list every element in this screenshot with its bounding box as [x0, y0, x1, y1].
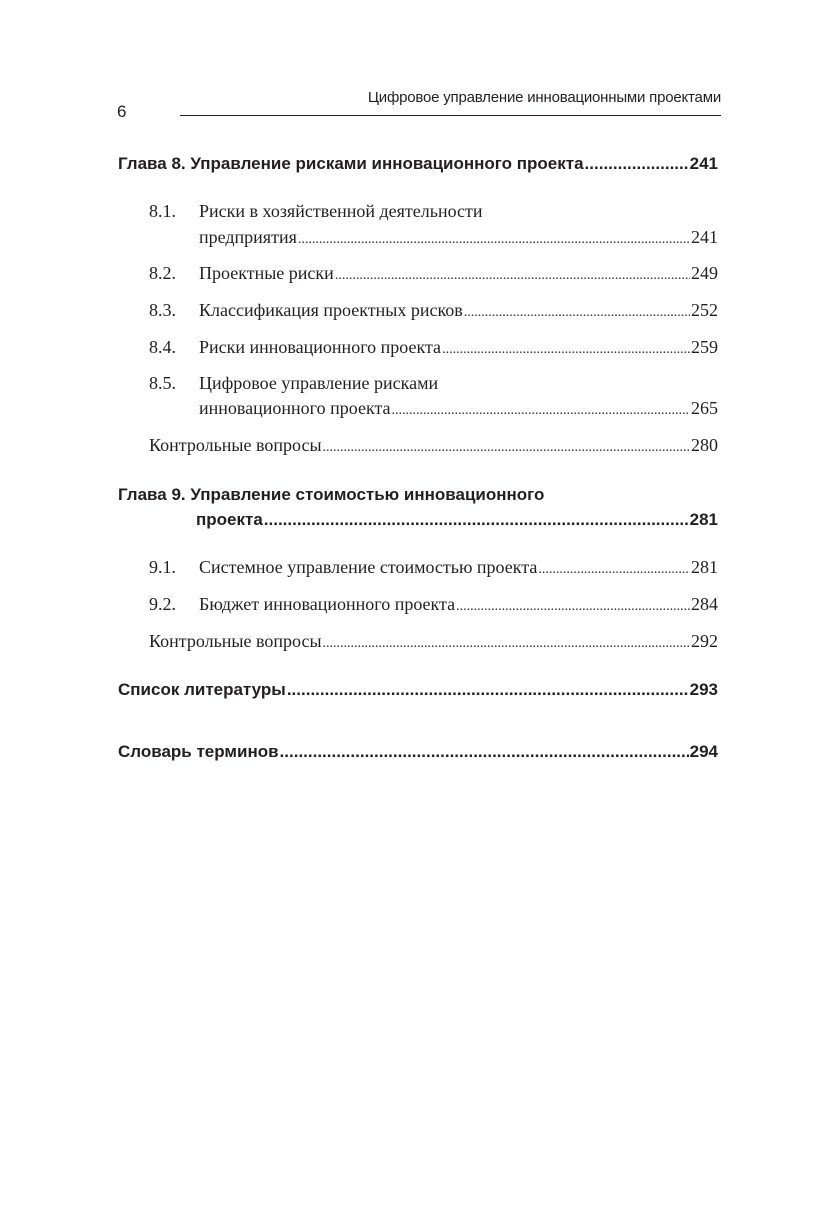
toc-section-number: 8.1.	[149, 201, 176, 221]
toc-entry-title: Цифровое управление рисками	[199, 373, 439, 393]
toc-bibliography	[118, 678, 718, 702]
dot-leader	[392, 396, 690, 423]
toc-entry-title: Проектные риски	[199, 263, 334, 283]
toc-section-number: 9.1.	[149, 557, 176, 577]
toc-entry-title: Риски инновационного проекта	[199, 337, 442, 357]
dot-leader	[464, 298, 690, 325]
toc-section-8-1-cont	[118, 225, 718, 252]
toc-entry-title: Контрольные вопросы	[149, 631, 322, 651]
toc-section-8-5	[118, 371, 718, 395]
toc-section-8-5-cont	[118, 396, 718, 423]
toc-chapter-9-cont	[118, 508, 718, 532]
dot-leader	[298, 225, 690, 252]
toc-entry-page: 265	[691, 398, 718, 418]
toc-entry-page: 294	[689, 742, 718, 761]
dot-leader	[264, 508, 689, 532]
dot-leader	[585, 152, 689, 176]
toc-entry-title: предприятия	[199, 227, 297, 247]
dot-leader	[287, 678, 689, 702]
toc-entry-title: Бюджет инновационного проекта	[199, 594, 456, 614]
toc-section-8-3	[118, 298, 718, 325]
toc-entry-page: 252	[691, 300, 718, 320]
running-title: Цифровое управление инновационными проектами	[367, 89, 721, 106]
toc-questions-9	[118, 629, 718, 656]
dot-leader	[280, 740, 689, 764]
toc-entry-title: Системное управление стоимостью проекта	[199, 557, 538, 577]
dot-leader	[323, 629, 690, 656]
page-number: 6	[117, 102, 127, 121]
dot-leader	[323, 433, 690, 460]
toc-entry-page: 281	[691, 557, 718, 577]
toc-entry-page: 281	[689, 510, 718, 529]
toc-chapter-8	[118, 152, 718, 176]
toc-entry-title: Глава 8. Управление рисками инновационного проекта	[118, 154, 584, 173]
toc-section-8-4	[118, 335, 718, 362]
dot-leader	[335, 261, 690, 288]
dot-leader	[538, 555, 690, 582]
toc-entry-title: Риски в хозяйственной деятельности	[199, 201, 483, 221]
toc-entry-title: проекта	[196, 510, 263, 529]
toc-entry-page: 292	[691, 631, 718, 651]
toc-entry-title: инновационного проекта	[199, 398, 391, 418]
toc-entry-page: 241	[691, 227, 718, 247]
toc-section-9-2	[118, 592, 718, 619]
toc-entry-title: Классификация проектных рисков	[199, 300, 463, 320]
toc-entry-page: 293	[689, 680, 718, 699]
toc-questions-8	[118, 433, 718, 460]
header-rule	[180, 115, 721, 116]
toc-glossary	[118, 740, 718, 764]
toc-entry-title: Глава 9. Управление стоимостью инновационного	[118, 485, 545, 504]
toc-entry-title: Словарь терминов	[118, 742, 279, 761]
toc-entry-page: 259	[691, 337, 718, 357]
toc-chapter-9	[118, 483, 718, 507]
toc-section-number: 8.3.	[149, 300, 176, 320]
toc-entry-title: Контрольные вопросы	[149, 435, 322, 455]
toc-section-8-2	[118, 261, 718, 288]
toc-entry-title: Список литературы	[118, 680, 286, 699]
dot-leader	[456, 592, 690, 619]
toc-entry-page: 280	[691, 435, 718, 455]
toc-entry-page: 241	[689, 154, 718, 173]
toc-section-number: 8.4.	[149, 337, 176, 357]
toc-section-8-1	[118, 199, 718, 223]
toc-section-9-1	[118, 555, 718, 582]
dot-leader	[442, 335, 690, 362]
toc-entry-page: 284	[691, 594, 718, 614]
toc-entry-page: 249	[691, 263, 718, 283]
toc-section-number: 8.5.	[149, 373, 176, 393]
toc-section-number: 8.2.	[149, 263, 176, 283]
toc-section-number: 9.2.	[149, 594, 176, 614]
